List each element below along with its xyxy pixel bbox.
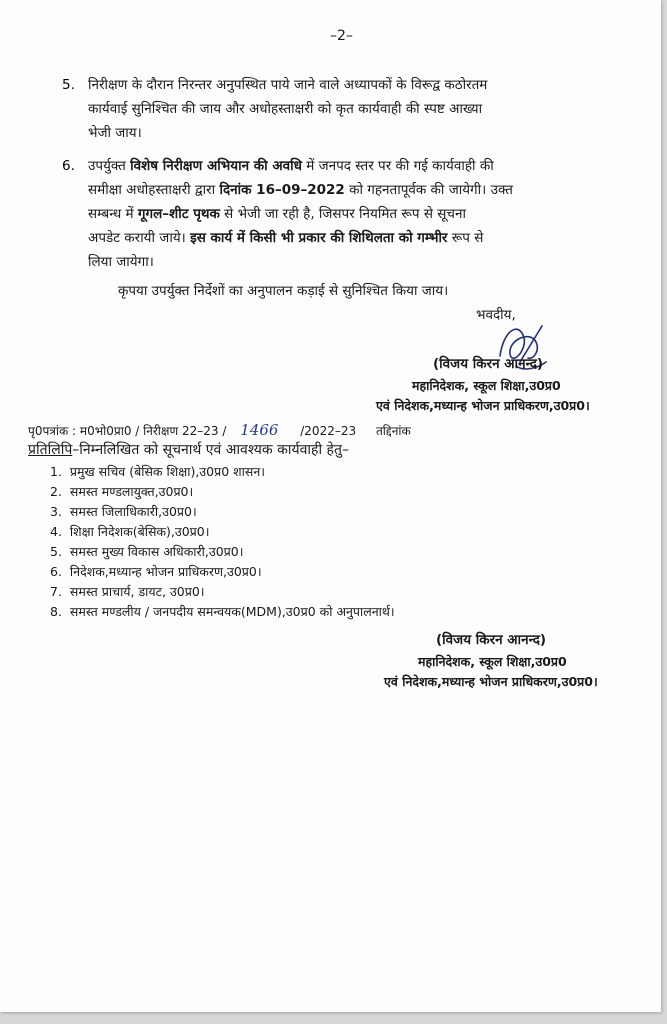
copy-list-item: 6. निदेशक,मध्यान्ह भोजन प्राधिकरण,उ0प्र0। (50, 564, 262, 579)
copy-heading: प्रतिलिपि (28, 442, 73, 458)
point-6-line-1: उपर्युक्त विशेष निरीक्षण अभियान की अवधि में जनपद स्तर पर की गई कार्यवाही की (88, 158, 494, 174)
copy-list-item: 3. समस्त जिलाधिकारी,उ0प्र0। (50, 504, 197, 519)
page-number: –2– (330, 28, 353, 44)
signatory-1-designation-2: एवं निदेशक,मध्यान्ह भोजन प्राधिकरण,उ0प्र0। (376, 398, 590, 413)
copy-list-item: 2. समस्त मण्डलायुक्त,उ0प्र0। (50, 484, 194, 499)
copy-list-item: 7. समस्त प्राचार्य, डायट, उ0प्र0। (50, 584, 205, 599)
point-6-number: 6. (62, 158, 75, 174)
signatory-2-designation-1: महानिदेशक, स्कूल शिक्षा,उ0प्र0 (418, 654, 567, 669)
point-5-line-1: निरीक्षण के दौरान निरन्तर अनुपस्थित पाये जाने वाले अध्यापकों के विरूद्व कठोरतम (88, 77, 488, 93)
point-5-number: 5. (62, 77, 75, 93)
request-line: कृपया उपर्युक्त निर्देशों का अनुपालन कड़ाई से सुनिश्चित किया जाय। (118, 283, 449, 299)
copy-list-item: 5. समस्त मुख्य विकास अधिकारी,उ0प्र0। (50, 544, 244, 559)
point-6-line-4: अपडेट करायी जाये। इस कार्य में किसी भी प्रकार की शिथिलता को गम्भीर रूप से (88, 230, 484, 246)
copy-list-item: 4. शिक्षा निदेशक(बेसिक),उ0प्र0। (50, 524, 210, 539)
signatory-1-name: (विजय किरन आनन्द) (433, 356, 544, 372)
point-5-line-3: भेजी जाय। (88, 125, 142, 141)
copy-list-item: 1. प्रमुख सचिव (बेसिक शिक्षा),उ0प्र0 शासन। (50, 464, 265, 479)
handwritten-number: 1466 (240, 421, 279, 439)
closing: भवदीय, (476, 307, 516, 323)
point-6-line-3: सम्बन्ध में गूगल–शीट पृथक से भेजी जा रही है, जिसपर नियमित रूप से सूचना (88, 206, 466, 222)
copy-intro: –निम्नलिखित को सूचनार्थ एवं आवश्यक कार्यवाही हेतु– (72, 442, 349, 458)
point-6-line-2: समीक्षा अधोहस्ताक्षरी द्वारा दिनांक 16–09–2022 को गहनतापूर्वक की जायेगी। उक्त (88, 182, 513, 198)
signatory-2-designation-2: एवं निदेशक,मध्यान्ह भोजन प्राधिकरण,उ0प्र0। (384, 674, 598, 689)
point-6-line-5: लिया जायेगा। (88, 254, 154, 270)
reference-line: पृ0पत्रांक : म0भो0प्रा0 / निरीक्षण 22–23 / 1466 /2022–23 तद्दिनांक (28, 421, 411, 439)
signatory-2-name: (विजय किरन आनन्द) (436, 632, 547, 648)
copy-heading-line (28, 440, 349, 459)
signatory-1-designation-1: महानिदेशक, स्कूल शिक्षा,उ0प्र0 (412, 378, 561, 393)
copy-list-item: 8. समस्त मण्डलीय / जनपदीय समन्वयक(MDM),उ0प्र0 को अनुपालनार्थ। (50, 604, 395, 619)
point-5-line-2: कार्यवाई सुनिश्चित की जाय और अधोहस्ताक्षरी को कृत कार्यवाही की स्पष्ट आख्या (88, 101, 483, 117)
